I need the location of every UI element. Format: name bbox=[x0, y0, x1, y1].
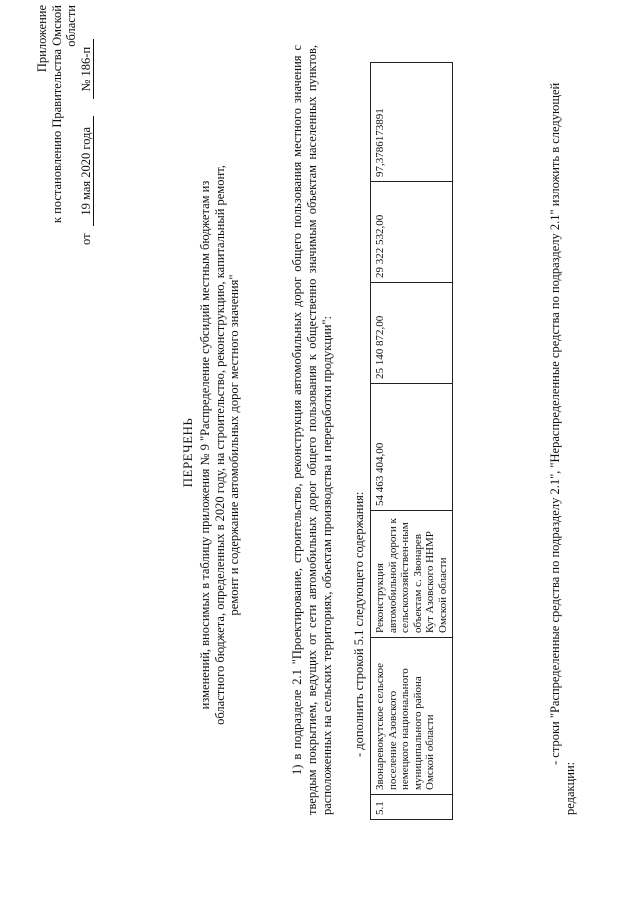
add-row-instruction: - дополнить строкой 5.1 следующего содержания: bbox=[352, 491, 366, 757]
item-1-paragraph: 1) в подразделе 2.1 "Проектирование, строительство, реконструкция автомобильных дорог общего пользования местного значения с твердым покрытием, ведущих от сети автомобильных дорог общего пользования к общественно значимым объектам населенных пунктов, расположенных на сельских территориях, объектам производства и переработки продукции": bbox=[290, 45, 334, 815]
appendix-title: Приложение bbox=[35, 5, 49, 73]
value3-cell: 29 322 532,00 bbox=[371, 182, 453, 283]
document-title: ПЕРЕЧЕНЬ bbox=[180, 417, 195, 488]
appendix-block bbox=[35, 5, 94, 245]
data-table bbox=[370, 62, 453, 820]
appendix-from-label: от bbox=[78, 233, 93, 245]
value2-cell: 25 140 872,00 bbox=[371, 283, 453, 384]
appendix-number: № 186-п bbox=[79, 39, 95, 99]
table-row bbox=[371, 63, 453, 820]
document-subtitle: изменений, вносимых в таблицу приложения № 9 "Распределение субсидий местным бюджетам из областного бюджета, определенных в 2020 году, на строительство, реконструкцию, капитальный ремонт, ремонт и содержание автомобильных дорог местного значения" bbox=[198, 165, 241, 725]
appendix-date-line bbox=[79, 5, 95, 245]
total-cell: 54 463 404,00 bbox=[371, 384, 453, 511]
appendix-resolution-line: к постановлению Правительства Омской области bbox=[49, 5, 78, 224]
percent-cell: 97,3786173891 bbox=[371, 63, 453, 182]
appendix-date: 19 мая 2020 года bbox=[79, 116, 95, 226]
row-number-cell: 5.1 bbox=[371, 795, 453, 820]
recipient-cell: Звонаревокутское сельское поселение Азовского немецкого национального муниципального района Омской области bbox=[371, 638, 453, 795]
lines-note: - строки "Распределенные средства по подразделу 2.1", "Нераспределенные средства по подразделу 2.1" изложить в следующей редакции: bbox=[548, 82, 577, 815]
object-cell: Реконструкция автомобильной дороги к сельскохозяйствен-ным объектам с. Звонарев Кут Азовского ННМР Омской области bbox=[371, 511, 453, 638]
